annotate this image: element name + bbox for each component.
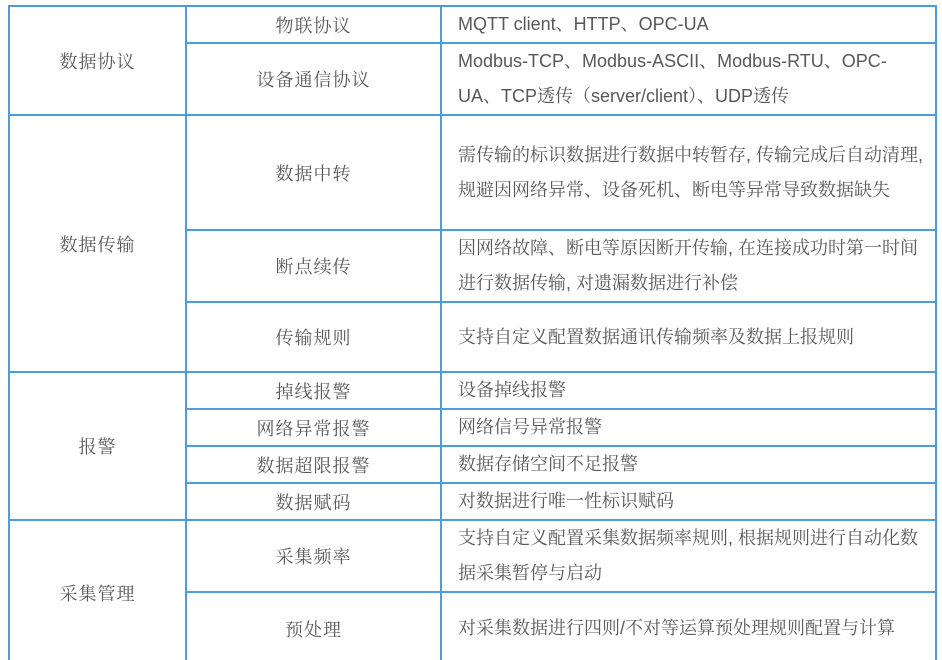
spec-table	[8, 5, 937, 660]
feature-cell: 采集频率	[186, 520, 441, 592]
table-row	[9, 6, 936, 43]
description-cell: 对采集数据进行四则/不对等运算预处理规则配置与计算	[441, 592, 936, 660]
description-cell: 设备掉线报警	[441, 372, 936, 409]
category-cell: 采集管理	[9, 520, 186, 660]
table-row	[9, 115, 936, 230]
feature-cell: 预处理	[186, 592, 441, 660]
description-cell: Modbus-TCP、Modbus-ASCII、Modbus-RTU、OPC-UA、TCP透传（server/client）、UDP透传	[441, 43, 936, 115]
category-cell: 报警	[9, 372, 186, 520]
description-cell: 数据存储空间不足报警	[441, 446, 936, 483]
feature-cell: 数据中转	[186, 115, 441, 230]
feature-cell: 掉线报警	[186, 372, 441, 409]
feature-cell: 网络异常报警	[186, 409, 441, 446]
feature-cell: 数据赋码	[186, 483, 441, 520]
description-cell: 对数据进行唯一性标识赋码	[441, 483, 936, 520]
feature-cell: 数据超限报警	[186, 446, 441, 483]
category-cell: 数据传输	[9, 115, 186, 372]
feature-cell: 设备通信协议	[186, 43, 441, 115]
description-cell: 需传输的标识数据进行数据中转暂存, 传输完成后自动清理, 规避因网络异常、设备死机、断电等异常导致数据缺失	[441, 115, 936, 230]
description-cell: 支持自定义配置数据通讯传输频率及数据上报规则	[441, 302, 936, 372]
description-cell: MQTT client、HTTP、OPC-UA	[441, 6, 936, 43]
description-cell: 因网络故障、断电等原因断开传输, 在连接成功时第一时间进行数据传输, 对遗漏数据进行补偿	[441, 230, 936, 302]
feature-cell: 断点续传	[186, 230, 441, 302]
description-cell: 支持自定义配置采集数据频率规则, 根据规则进行自动化数据采集暂停与启动	[441, 520, 936, 592]
feature-cell: 物联协议	[186, 6, 441, 43]
feature-cell: 传输规则	[186, 302, 441, 372]
category-cell: 数据协议	[9, 6, 186, 115]
table-row	[9, 520, 936, 592]
table-row	[9, 372, 936, 409]
description-cell: 网络信号异常报警	[441, 409, 936, 446]
